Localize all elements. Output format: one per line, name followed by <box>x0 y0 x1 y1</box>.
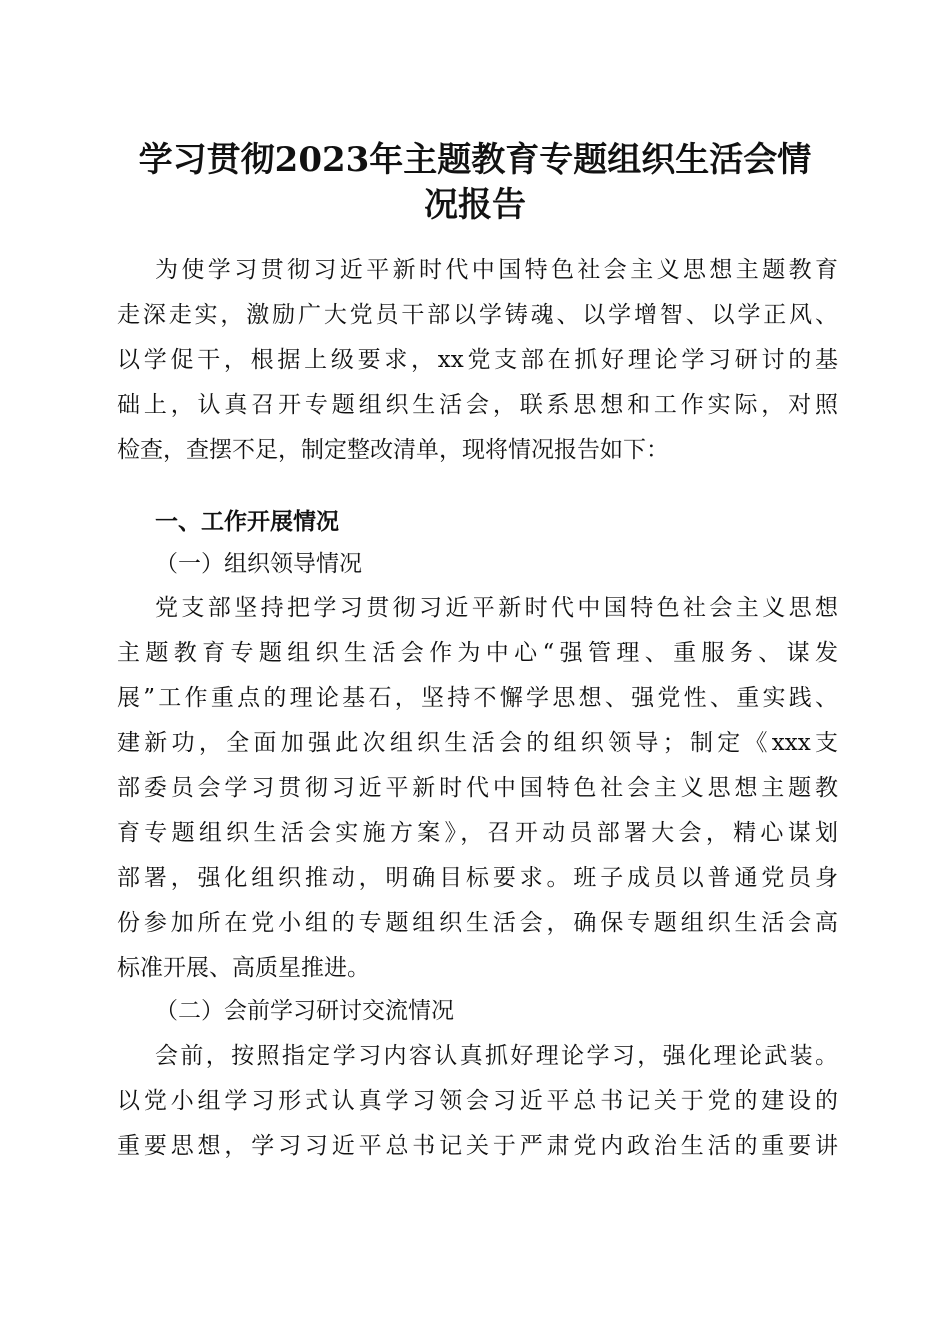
document-title <box>90 138 860 228</box>
text-line: 建新功，全面加强此次组织生活会的组织领导；制定《xxx支 <box>117 730 838 756</box>
text-line: 以学促干，根据上级要求，xx党支部在抓好理论学习研讨的基 <box>117 347 838 373</box>
text-line: 部署，强化组织推动，明确目标要求。班子成员以普通党员身 <box>117 865 838 891</box>
text-line: 主题教育专题组织生活会作为中心“强管理、重服务、谋发 <box>117 640 838 666</box>
section-heading-work: 一、工作开展情况 <box>155 508 339 535</box>
title-line: 学习贯彻2023年主题教育专题组织生活会情 <box>138 140 812 180</box>
text-line: 重要思想，学习习近平总书记关于严肃党内政治生活的重要讲 <box>117 1133 838 1159</box>
text-line: 育专题组织生活会实施方案》，召开动员部署大会，精心谋划 <box>117 820 838 846</box>
title-line: 况报告 <box>424 185 526 225</box>
text-line: 础上，认真召开专题组织生活会，联系思想和工作实际，对照 <box>117 392 838 418</box>
subheading-leadership: （一）组织领导情况 <box>155 551 362 577</box>
text-line: 部委员会学习贯彻习近平新时代中国特色社会主义思想主题教 <box>117 775 838 801</box>
paragraph-study <box>117 1034 838 1169</box>
text-line: 以党小组学习形式认真学习领会习近平总书记关于党的建设的 <box>117 1088 838 1114</box>
text-line: 标准开展、高质星推进。 <box>117 955 370 981</box>
text-line: 展”工作重点的理论基石，坚持不懈学思想、强党性、重实践、 <box>117 685 838 711</box>
paragraph-intro <box>117 248 838 473</box>
text-line: 会前，按照指定学习内容认真抓好理论学习，强化理论武装。 <box>155 1043 838 1069</box>
text-line: 为使学习贯彻习近平新时代中国特色社会主义思想主题教育 <box>155 257 838 283</box>
text-line: 党支部坚持把学习贯彻习近平新时代中国特色社会主义思想 <box>155 595 838 621</box>
text-line: 走深走实，激励广大党员干部以学铸魂、以学增智、以学正风、 <box>117 302 838 328</box>
text-line: 份参加所在党小组的专题组织生活会，确保专题组织生活会高 <box>117 910 838 936</box>
paragraph-leadership <box>117 586 838 991</box>
text-line: 检查，查摆不足，制定整改清单，现将情况报告如下： <box>117 437 669 463</box>
subheading-study: （二）会前学习研讨交流情况 <box>155 998 454 1024</box>
